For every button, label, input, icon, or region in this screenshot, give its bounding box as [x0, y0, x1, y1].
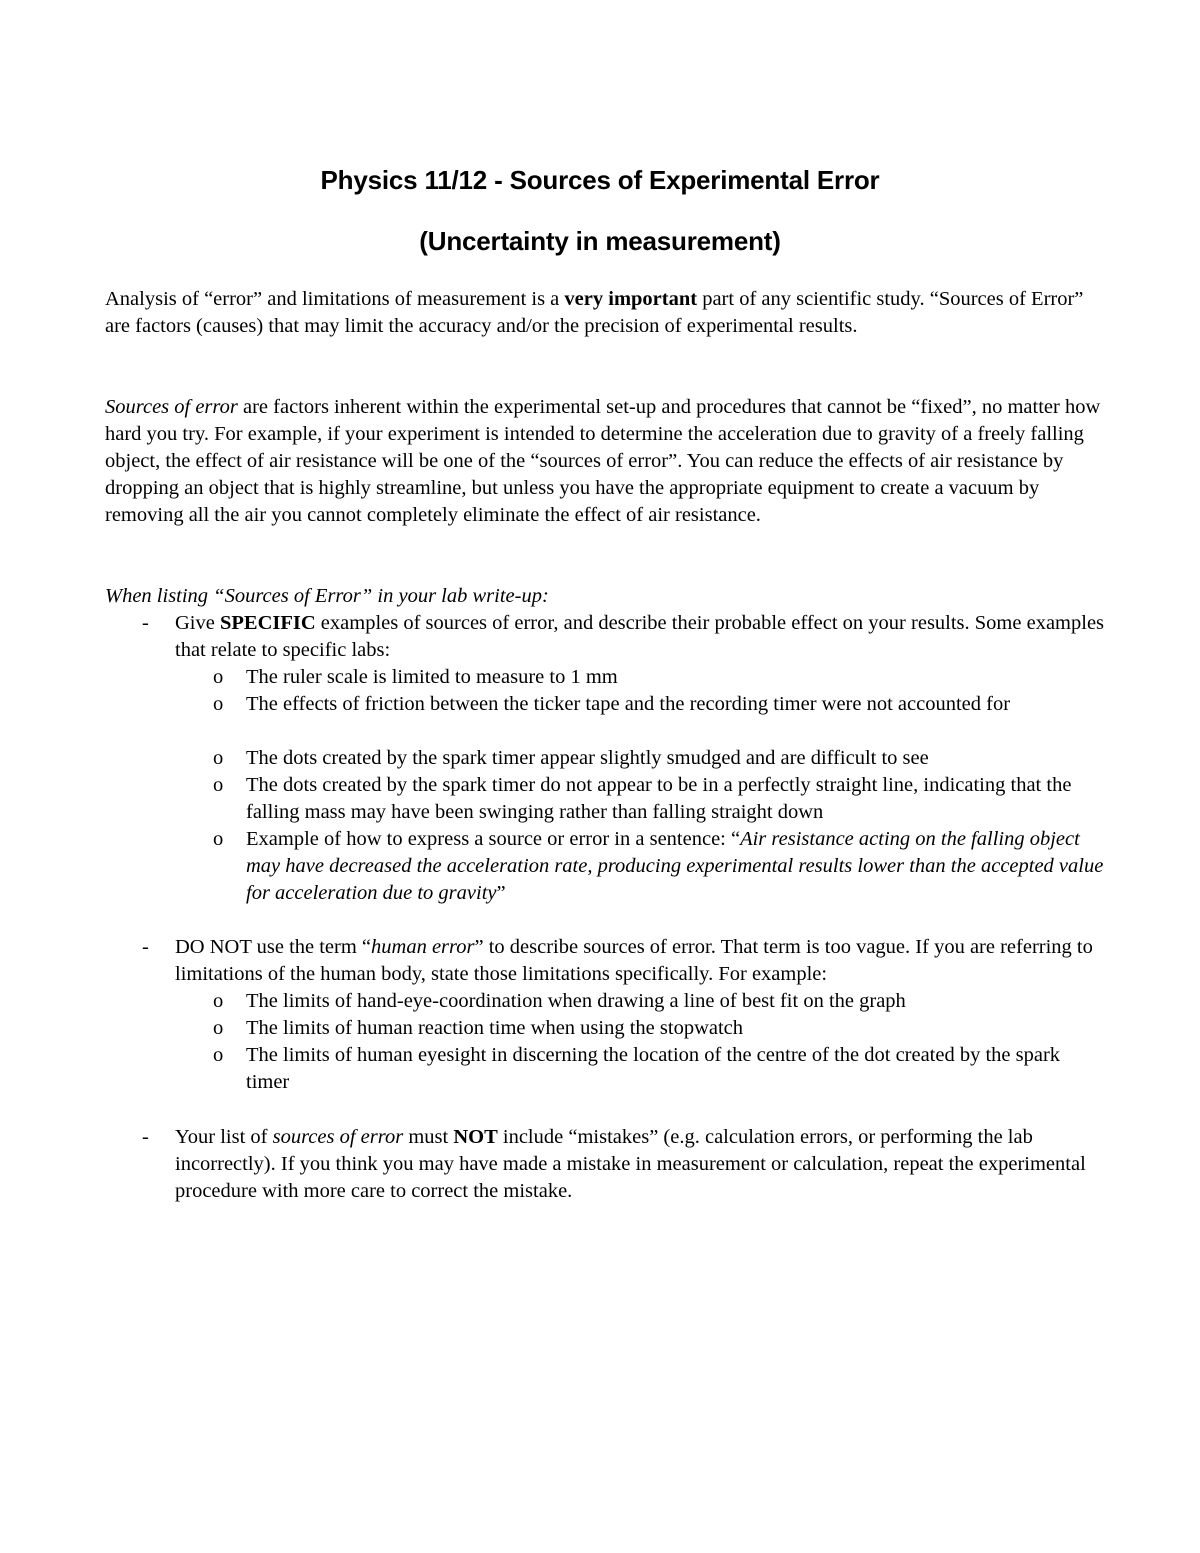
bullet-marker: o	[213, 1017, 224, 1039]
term-sources-of-error: Sources of error	[105, 396, 238, 418]
example-sentence-quote: Air resistance acting on the falling object may have decreased the acceleration rate, producing experimental results lower than the accepted value for acceleration due to gravity	[246, 828, 1104, 904]
bullet-marker: o	[213, 774, 224, 796]
definition-paragraph: Sources of error are factors inherent within the experimental set-up and procedures that cannot be “fixed”, no matter how hard you try. For example, if your experiment is intended to determine the acceleration due to gravity of a freely falling object, the effect of air resistance will be one of the “sources of error”. You can reduce the effects of air resistance by dropping an object that is highly streamline, but unless you have the appropriate equipment to create a vacuum by removing all the air you cannot completely eliminate the effect of air resistance.	[105, 396, 1101, 526]
page-subtitle: (Uncertainty in measurement)	[419, 226, 781, 256]
list-item-human-error: DO NOT use the term “human error” to describe sources of error. That term is too vague. If you are referring to limitations of the human body, state those limitations specifically. For example:	[175, 936, 1093, 985]
example-item: The dots created by the spark timer appear slightly smudged and are difficult to see	[246, 747, 929, 769]
limit-item: The limits of human eyesight in discerning the location of the centre of the dot created by the spark timer	[246, 1044, 1061, 1093]
intro-paragraph: Analysis of “error” and limitations of measurement is a very important part of any scientific study. “Sources of Error” are factors (causes) that may limit the accuracy and/or the precision of experimental results.	[105, 288, 1084, 337]
list-item-specific: Give SPECIFIC examples of sources of error, and describe their probable effect on your results. Some examples that relate to specific labs:	[175, 612, 1105, 661]
example-sentence-item: Example of how to express a source or error in a sentence: “Air resistance acting on the falling object may have decreased the acceleration rate, producing experimental results lower than the accepted value for acceleration due to gravity”	[246, 828, 1104, 904]
limit-item: The limits of hand-eye-coordination when drawing a line of best fit on the graph	[246, 990, 906, 1012]
bullet-marker: o	[213, 1044, 224, 1066]
limit-item: The limits of human reaction time when using the stopwatch	[246, 1017, 744, 1039]
page-title: Physics 11/12 - Sources of Experimental Error	[320, 165, 880, 195]
bullet-marker: o	[213, 990, 224, 1012]
bullet-marker: o	[213, 693, 224, 715]
dash-marker: -	[142, 612, 149, 634]
emphasis-very-important: very important	[564, 288, 698, 310]
list-lead-in: When listing “Sources of Error” in your lab write-up:	[105, 585, 549, 607]
list-item-mistakes: Your list of sources of error must NOT include “mistakes” (e.g. calculation errors, or performing the lab incorrectly). If you think you may have made a mistake in measurement or calculation, repeat the experimental procedure with more care to correct the mistake.	[175, 1126, 1086, 1202]
bullet-marker: o	[213, 828, 224, 850]
example-item: The effects of friction between the ticker tape and the recording timer were not accounted for	[246, 693, 1011, 715]
bullet-marker: o	[213, 747, 224, 769]
dash-marker: -	[142, 936, 149, 958]
dash-marker: -	[142, 1126, 149, 1148]
example-item: The ruler scale is limited to measure to 1 mm	[246, 666, 618, 688]
bullet-marker: o	[213, 666, 224, 688]
example-item: The dots created by the spark timer do not appear to be in a perfectly straight line, indicating that the falling mass may have been swinging rather than falling straight down	[246, 774, 1072, 823]
